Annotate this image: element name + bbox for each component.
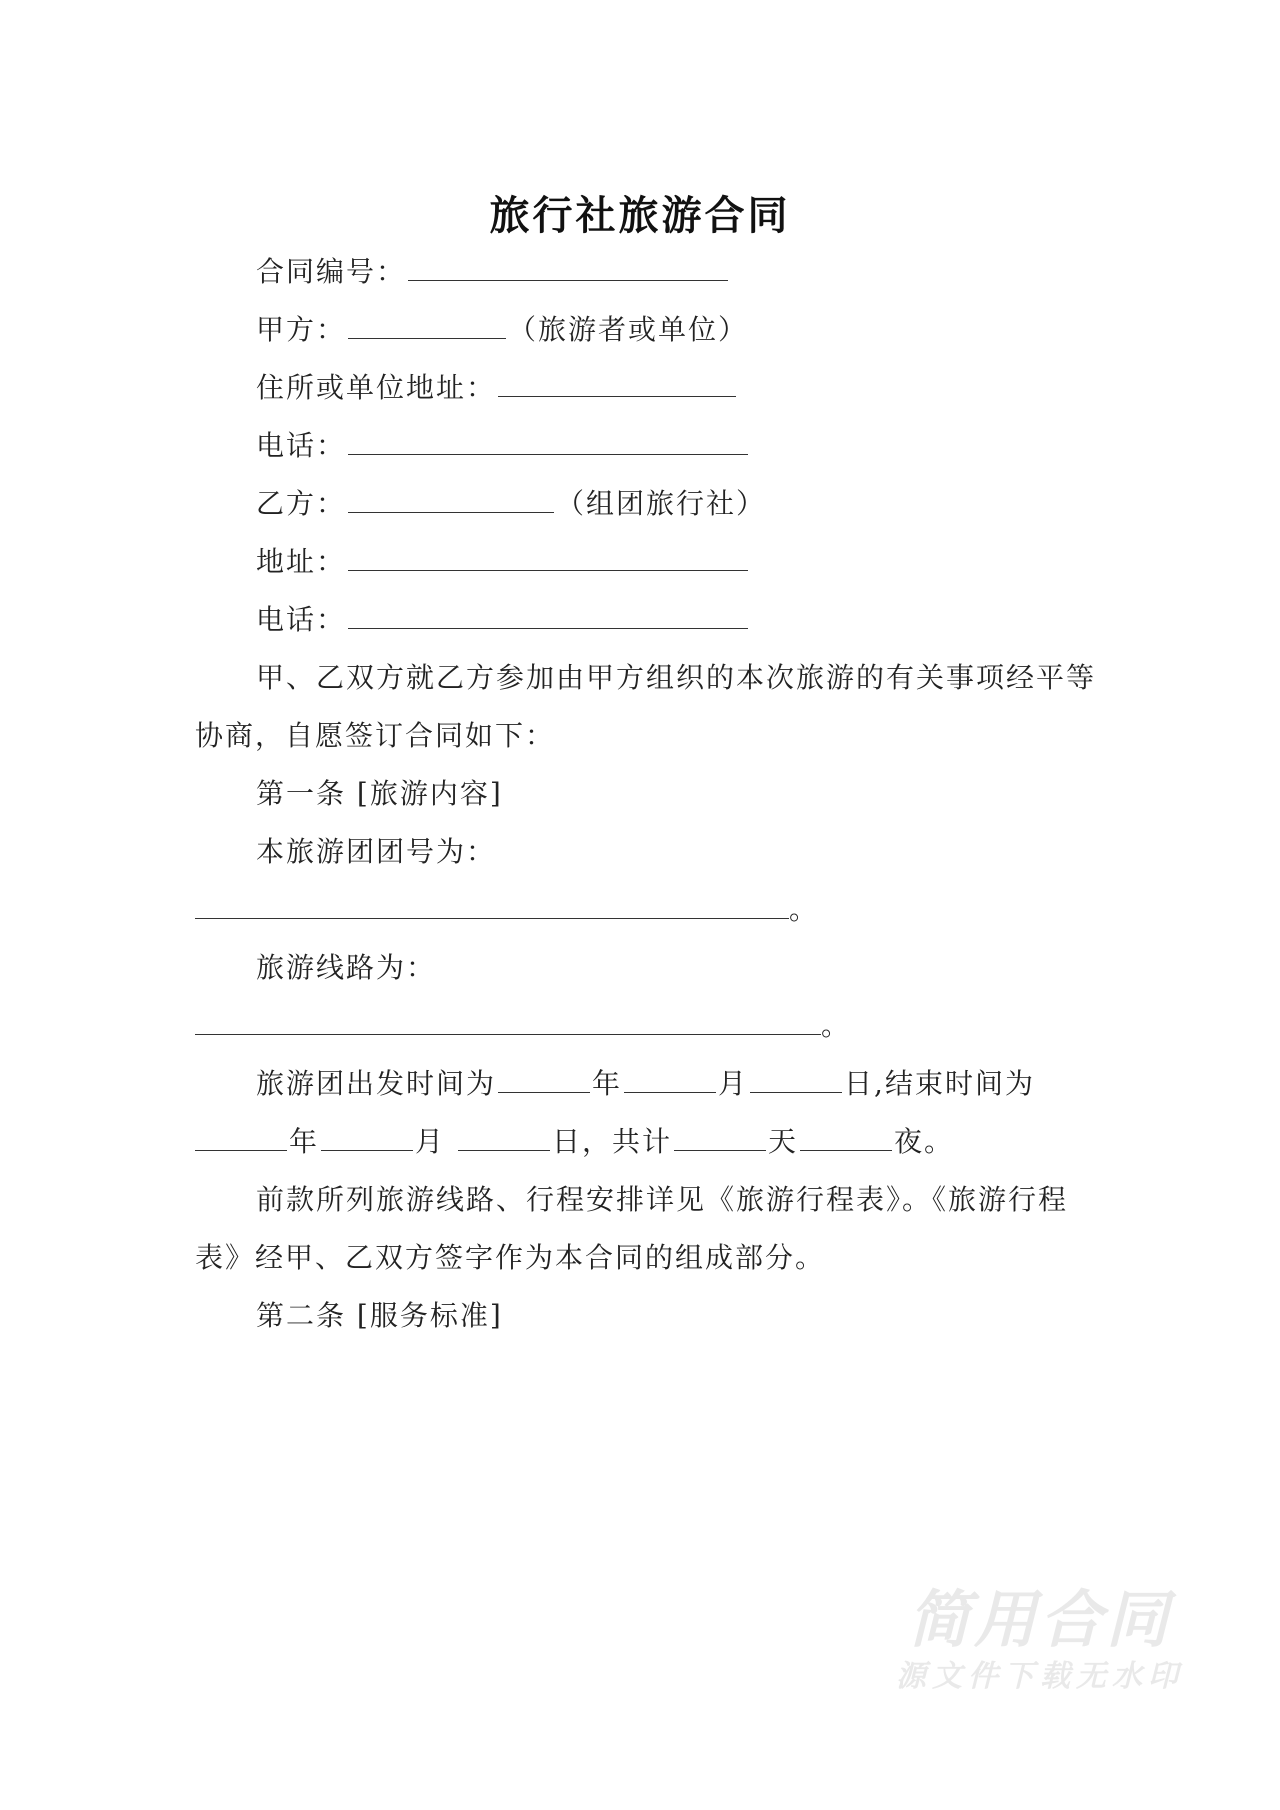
party-b-phone-line	[256, 600, 1086, 640]
watermark-sub: 源文件下载无水印	[896, 1659, 1184, 1694]
intro-line-2: 协商，自愿签订合同如下：	[195, 719, 556, 752]
party-b-note: （组团旅行社）	[556, 487, 767, 520]
depart-month-label: 月	[718, 1067, 749, 1100]
depart-day-blank[interactable]	[750, 1066, 842, 1093]
end-month-blank[interactable]	[321, 1124, 413, 1151]
group-number-blank[interactable]	[195, 892, 789, 919]
party-a-blank[interactable]	[348, 312, 506, 339]
end-year-label: 年	[289, 1125, 320, 1158]
contract-number-line	[256, 252, 1086, 292]
route-end: 。	[821, 1009, 852, 1042]
departure-label: 旅游团出发时间为	[256, 1067, 497, 1100]
party-a-address-label: 住所或单位地址：	[256, 371, 497, 404]
route-label: 旅游线路为：	[256, 951, 437, 984]
end-day-blank[interactable]	[458, 1124, 550, 1151]
group-number-end: 。	[789, 893, 820, 926]
itinerary-line-2: 表》经甲、乙双方签字作为本合同的组成部分。	[195, 1241, 826, 1274]
end-month-label: 月	[415, 1125, 446, 1158]
article-2-heading: 第二条 [服务标准]	[256, 1299, 503, 1332]
contract-number-blank[interactable]	[408, 254, 728, 281]
depart-year-label: 年	[592, 1067, 623, 1100]
party-a-phone-label: 电话：	[256, 429, 347, 462]
watermark-main: 简用合同	[907, 1583, 1172, 1656]
party-b-phone-label: 电话：	[256, 603, 347, 636]
party-b-blank[interactable]	[348, 486, 554, 513]
end-year-blank[interactable]	[195, 1124, 287, 1151]
party-a-line	[256, 310, 1086, 350]
depart-year-blank[interactable]	[498, 1066, 590, 1093]
party-a-address-blank[interactable]	[498, 370, 736, 397]
total-days-blank[interactable]	[674, 1124, 766, 1151]
departure-line	[256, 1064, 1086, 1104]
group-number-label: 本旅游团团号为：	[256, 835, 497, 868]
party-b-label: 乙方：	[256, 487, 347, 520]
total-nights-blank[interactable]	[800, 1124, 892, 1151]
depart-month-blank[interactable]	[624, 1066, 716, 1093]
intro-line-1: 甲、乙双方就乙方参加由甲方组织的本次旅游的有关事项经平等	[256, 661, 1097, 694]
party-a-phone-blank[interactable]	[348, 428, 748, 455]
article-1-heading: 第一条 [旅游内容]	[256, 777, 503, 810]
end-date-line	[195, 1122, 1025, 1162]
party-b-address-line	[256, 542, 1086, 582]
party-a-note: （旅游者或单位）	[508, 313, 749, 346]
days-label: 天	[767, 1125, 798, 1158]
total-label: 日，共计	[551, 1125, 672, 1158]
party-a-label: 甲方：	[256, 313, 347, 346]
group-number-line	[195, 890, 1025, 930]
route-line	[195, 1006, 1025, 1046]
party-a-phone-line	[256, 426, 1086, 466]
watermark	[880, 1585, 1200, 1699]
document-title: 旅行社旅游合同	[489, 192, 791, 239]
end-time-label: 日,结束时间为	[844, 1067, 1035, 1100]
nights-label: 夜。	[893, 1125, 954, 1158]
contract-number-label: 合同编号：	[256, 255, 407, 288]
party-b-address-blank[interactable]	[348, 544, 748, 571]
party-a-address-line	[256, 368, 1086, 408]
party-b-phone-blank[interactable]	[348, 602, 748, 629]
itinerary-line-1: 前款所列旅游线路、行程安排详见《旅游行程表》。《旅游行程	[256, 1183, 1069, 1216]
party-b-line	[256, 484, 1086, 524]
party-b-address-label: 地址：	[256, 545, 347, 578]
route-blank[interactable]	[195, 1008, 821, 1035]
